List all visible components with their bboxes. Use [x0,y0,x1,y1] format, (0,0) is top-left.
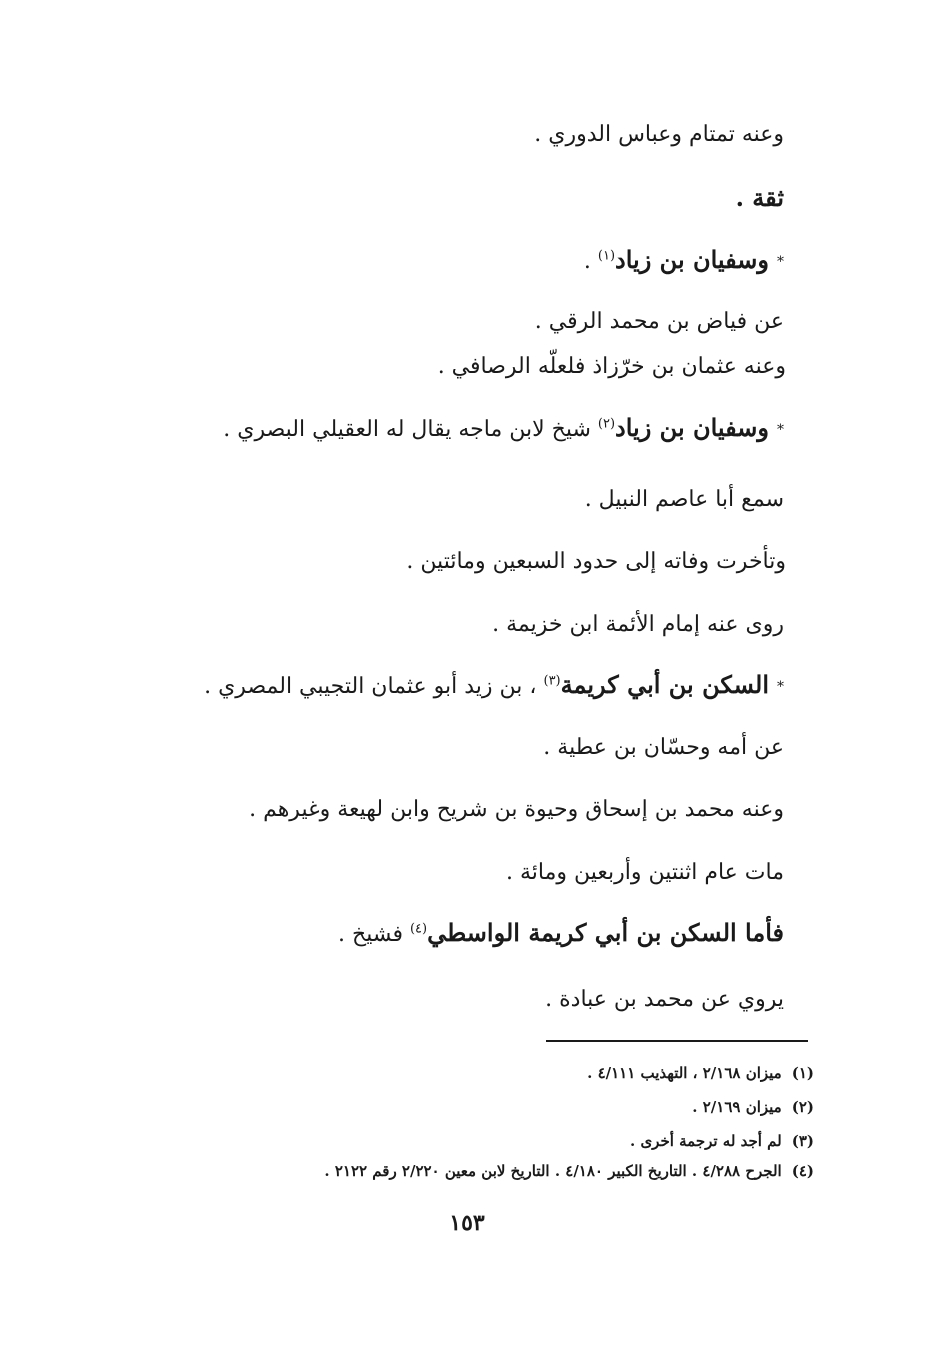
text-line: سمع أبا عاصم النبيل . [584,487,784,512]
footnote-ref: (١) [597,248,616,264]
entry-heading [584,245,784,277]
entry-heading [338,918,784,950]
entry-marker: * [777,679,784,695]
footnote-number: (٢) [791,1098,814,1116]
text-line: يروي عن محمد بن عبادة . [545,987,784,1012]
footnote-text: ميزان ٢/١٦٨ ، التهذيب ٤/١١١ . [587,1064,782,1082]
page-number: ١٥٣ [449,1210,485,1236]
text-line: وعنه تمتام وعباس الدوري . [534,122,784,147]
entry-name: السكن بن أبي كريمة [560,670,769,699]
footnote-ref: (٢) [597,416,616,432]
footnote-number: (٤) [791,1162,814,1180]
entry-rest: فشيخ . [338,922,410,947]
entry-name: وسفيان بن زياد [615,413,769,442]
entry-rest: شيخ لابن ماجه يقال له العقيلي البصري . [223,417,598,442]
footnote-text: الجرح ٤/٢٨٨ . التاريخ الكبير ٤/١٨٠ . التاريخ لابن معين ٢/٢٢٠ رقم ٢١٢٢ . [324,1162,782,1180]
entry-heading [223,413,784,445]
text-line: روى عنه إمام الأئمة ابن خزيمة . [492,612,784,637]
entry-marker: * [777,422,784,438]
footnote-text: ميزان ٢/١٦٩ . [692,1098,782,1116]
text-line: عن فياض بن محمد الرقي . [534,309,784,334]
entry-rest: ، بن زيد أبو عثمان التجيبي المصري . [204,674,544,699]
footnote-divider [546,1040,808,1042]
footnote-number: (١) [791,1064,814,1082]
footnote [630,1130,814,1152]
text-line: وتأخرت وفاته إلى حدود السبعين ومائتين . [406,549,786,574]
footnote [324,1160,814,1182]
text-line: وعنه عثمان بن خرّزاذ فلعلّه الرصافي . [437,354,786,379]
text-line: ثقة . [735,183,784,212]
entry-heading [204,670,784,702]
footnote-ref: (٣) [543,673,561,689]
footnote [692,1096,814,1118]
text-line: مات عام اثنتين وأربعين ومائة . [505,860,784,885]
footnote [587,1062,814,1084]
footnote-number: (٣) [791,1132,814,1150]
entry-rest: . [583,249,598,274]
footnote-ref: (٤) [409,921,428,937]
entry-name: وسفيان بن زياد [615,245,769,274]
text-line: عن أمه وحسّان بن عطية . [543,735,784,760]
text-line: وعنه محمد بن إسحاق وحيوة بن شريح وابن لهيعة وغيرهم . [249,797,784,822]
entry-name: فأما السكن بن أبي كريمة الواسطي [427,918,784,947]
footnote-text: لم أجد له ترجمة أخرى . [630,1132,782,1150]
entry-marker: * [777,254,784,270]
